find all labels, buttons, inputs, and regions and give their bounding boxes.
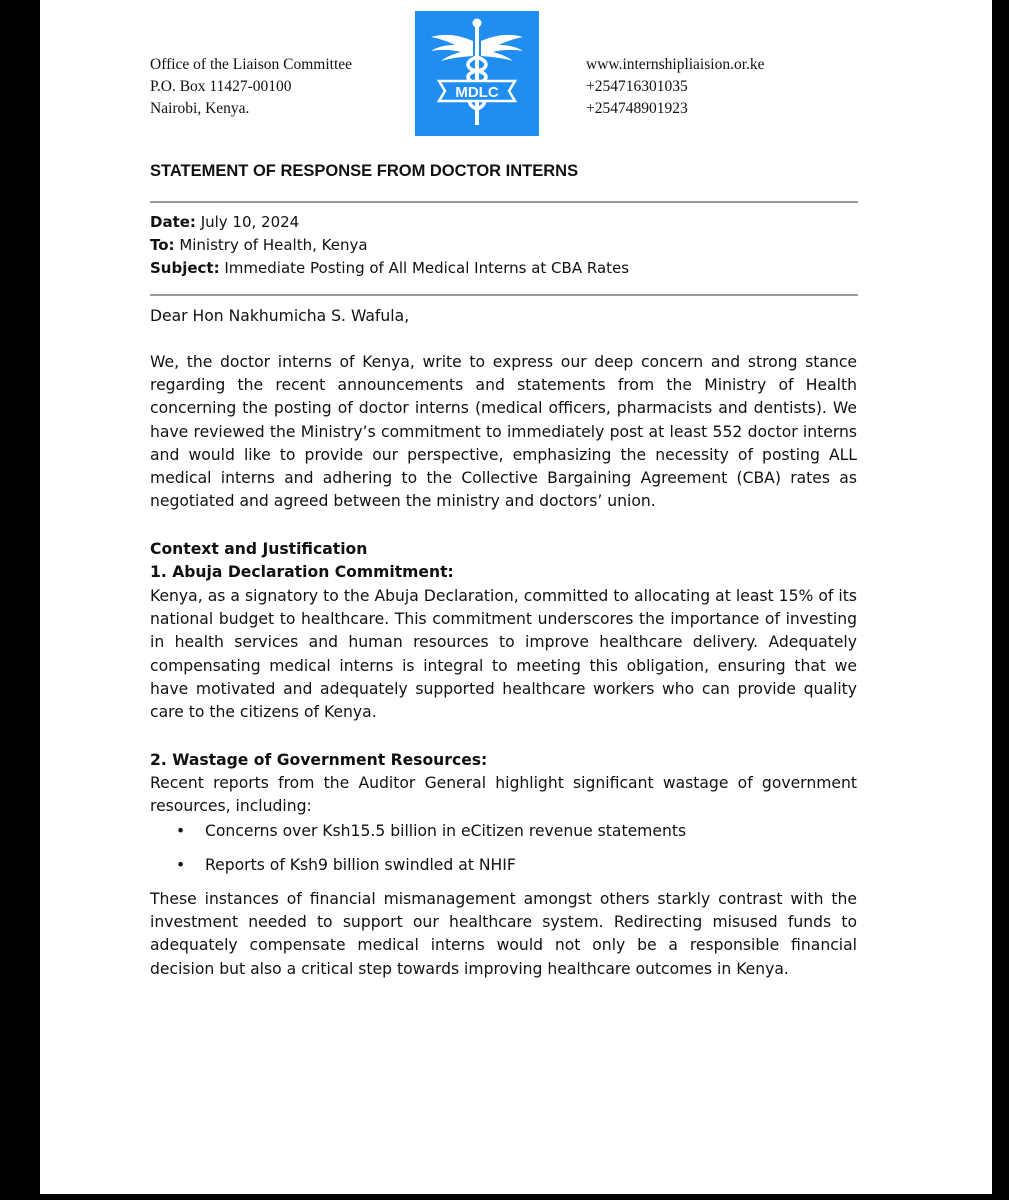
caduceus-icon <box>415 11 539 136</box>
salutation: Dear Hon Nakhumicha S. Wafula, <box>150 307 410 325</box>
date-label: Date: <box>150 213 196 231</box>
list-item <box>150 820 857 854</box>
contact-info <box>586 54 765 120</box>
point1-heading: 1. Abuja Declaration Commitment: <box>150 563 454 581</box>
point2-paragraph: Recent reports from the Auditor General highlight significant wastage of government resources, including: <box>150 774 857 816</box>
to-field <box>150 234 629 257</box>
list-item-text: Concerns over Ksh15.5 billion in eCitizen revenue statements <box>205 822 687 840</box>
closing-paragraph: These instances of financial mismanagement amongst others starkly contrast with the investment needed to support our healthcare system. Redirecting misused funds to adequately compensate medical interns would not only be a responsible financial decision but also a critical step towards improving healthcare outcomes in Kenya. <box>150 890 857 978</box>
logo-text: MDLC <box>455 84 499 101</box>
mdlc-logo <box>415 11 539 136</box>
subject-value: Immediate Posting of All Medical Interns at CBA Rates <box>219 259 630 277</box>
to-label: To: <box>150 236 175 254</box>
bullet-list <box>150 820 857 888</box>
memo-fields <box>150 211 629 280</box>
bullet-icon: • <box>176 856 186 874</box>
sender-address <box>150 54 352 120</box>
document-title: STATEMENT OF RESPONSE FROM DOCTOR INTERNS <box>150 162 579 180</box>
website-link[interactable]: www.internshipliaision.or.ke <box>586 56 765 73</box>
address-line: Office of the Liaison Committee <box>150 56 353 73</box>
address-line: P.O. Box 11427-00100 <box>150 78 292 95</box>
subject-field <box>150 257 629 280</box>
phone-number: +254748901923 <box>586 100 688 117</box>
intro-paragraph: We, the doctor interns of Kenya, write to express our deep concern and strong stance regarding the recent announcements and statements from the Ministry of Health concerning the posting of doctor interns (medical officers, pharmacists and dentists). We have reviewed the Ministry’s commitment to immediately post at least 552 doctor interns and would like to provide our perspective, emphasizing the necessity of posting ALL medical interns and adhering to the Collective Bargaining Agreement (CBA) rates as negotiated and agreed between the ministry and doctors’ union. <box>150 353 857 511</box>
to-value: Ministry of Health, Kenya <box>174 236 368 254</box>
section-heading: Context and Justification <box>150 540 368 558</box>
document-page <box>40 0 992 1194</box>
list-item <box>150 854 857 888</box>
point1-paragraph: Kenya, as a signatory to the Abuja Declaration, committed to allocating at least 15% of its national budget to healthcare. This commitment underscores the importance of investing in health services and human resources to improve healthcare delivery. Adequately compensating medical interns is integral to meeting this obligation, ensuring that we have motivated and adequately supported healthcare workers who can provide quality care to the citizens of Kenya. <box>150 587 857 722</box>
phone-number: +254716301035 <box>586 78 688 95</box>
date-field <box>150 211 629 234</box>
divider <box>150 294 858 296</box>
divider <box>150 201 858 203</box>
subject-label: Subject: <box>150 259 220 277</box>
address-line: Nairobi, Kenya. <box>150 100 250 117</box>
date-value: July 10, 2024 <box>195 213 300 231</box>
bullet-icon: • <box>176 822 186 840</box>
list-item-text: Reports of Ksh9 billion swindled at NHIF <box>205 856 516 874</box>
point2-heading: 2. Wastage of Government Resources: <box>150 751 488 769</box>
